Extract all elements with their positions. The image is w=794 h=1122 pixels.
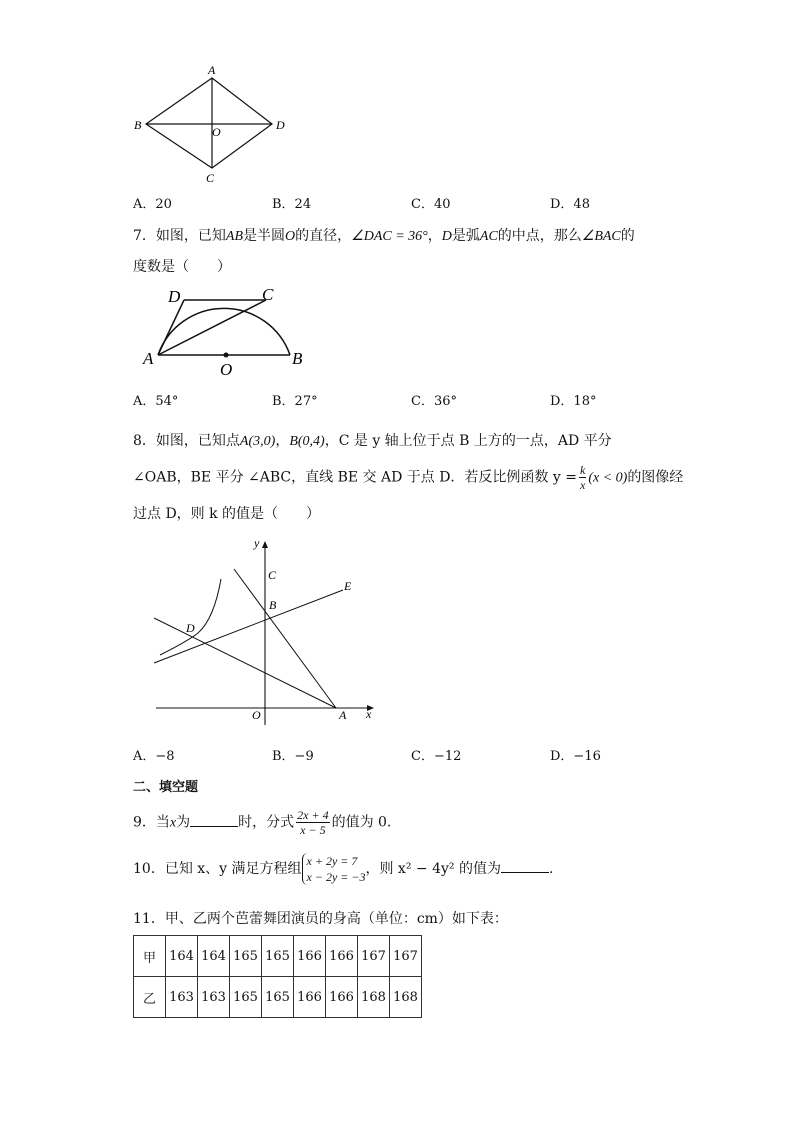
label-b: B [134,118,142,132]
q6-option-a: A．20 [133,197,172,212]
table-cell: 166 [326,936,358,977]
label-d: D [276,118,285,132]
table-cell: 167 [390,936,422,977]
q11-text: 11．甲、乙两个芭蕾舞团演员的身高（单位：cm）如下表： [133,911,508,927]
table-cell: 166 [294,977,326,1018]
row-label: 甲 [134,936,166,977]
label-a: A [339,708,347,722]
table-cell: 166 [326,977,358,1018]
table-cell: 164 [198,936,230,977]
q8-fraction: $\frac{k}{x}$ [579,463,586,492]
label-b: B [269,598,277,612]
q8-line2: ∠OAB，BE 平分 ∠ABC，直线 BE 交 AD 于点 D．若反比例函数 y = $\frac{k}{x}$ (x < 0)的图像经 [133,463,684,492]
q10-answer-blank [501,860,549,873]
table-row [134,977,422,1018]
label-x: x [366,707,372,721]
q7-option-b: B．27° [272,394,318,409]
q6-option-d: D．48 [550,197,590,212]
label-a: A [143,349,154,368]
table-cell: 167 [358,936,390,977]
q6-option-b: B．24 [272,197,312,212]
table-row [134,936,422,977]
table-cell: 165 [230,936,262,977]
q8-option-c: C．−12 [411,749,462,764]
rhombus-figure [128,60,298,188]
q7-line1: 7．如图，已知AB是半圆O的直径，∠DAC = 36°，D是弧AC的中点，那么∠BAC的 [133,228,635,244]
table-cell: 166 [294,936,326,977]
q6-option-c: C．40 [411,197,451,212]
q7-line2: 度数是（ ） [133,259,231,275]
label-e: E [344,579,352,593]
label-y: y [254,536,260,550]
height-table [133,935,422,1018]
label-d: D [168,287,181,306]
q9-answer-blank [190,814,238,827]
q7-option-d: D．18° [550,394,597,409]
label-b: B [292,349,303,368]
label-a: A [208,63,216,77]
table-cell: 168 [358,977,390,1018]
q8-option-b: B．−9 [272,749,314,764]
q7-option-c: C．36° [411,394,457,409]
q8-option-a: A．−8 [133,749,175,764]
label-c: C [262,285,274,304]
q10-line: 10．已知 x、y 满足方程组 x + 2y = 7 x − 2y = −3 ，则 x² − 4y² 的值为 . [133,854,554,884]
table-cell: 163 [198,977,230,1018]
table-cell: 164 [166,936,198,977]
table-cell: 165 [262,977,294,1018]
label-o: O [252,708,261,722]
table-cell: 165 [262,936,294,977]
table-cell: 168 [390,977,422,1018]
table-cell: 165 [230,977,262,1018]
q8-line1: 8．如图，已知点A(3,0)，B(0,4)，C 是 y 轴上位于点 B 上方的一点，AD 平分 [133,433,612,449]
table-cell: 163 [166,977,198,1018]
row-label: 乙 [134,977,166,1018]
q9-fraction: $\frac{2x + 4}{x - 5}$ [297,808,329,837]
label-c: C [268,568,277,582]
q10-equation-system: x + 2y = 7 x − 2y = −3 [302,853,366,885]
q9-line: 9．当x为 时，分式 $\frac{2x + 4}{x - 5}$ 的值为 0. [133,808,392,837]
q8-line3: 过点 D，则 k 的值是（ ） [133,506,321,522]
q8-option-d: D．−16 [550,749,601,764]
label-c: C [206,171,215,185]
q7-option-a: A．54° [133,394,179,409]
coordinate-figure [148,535,383,730]
label-d: D [186,621,195,635]
label-o: O [212,125,221,139]
semicircle-figure [140,280,315,380]
label-o: O [220,360,233,379]
section-heading: 二、填空题 [133,780,199,795]
